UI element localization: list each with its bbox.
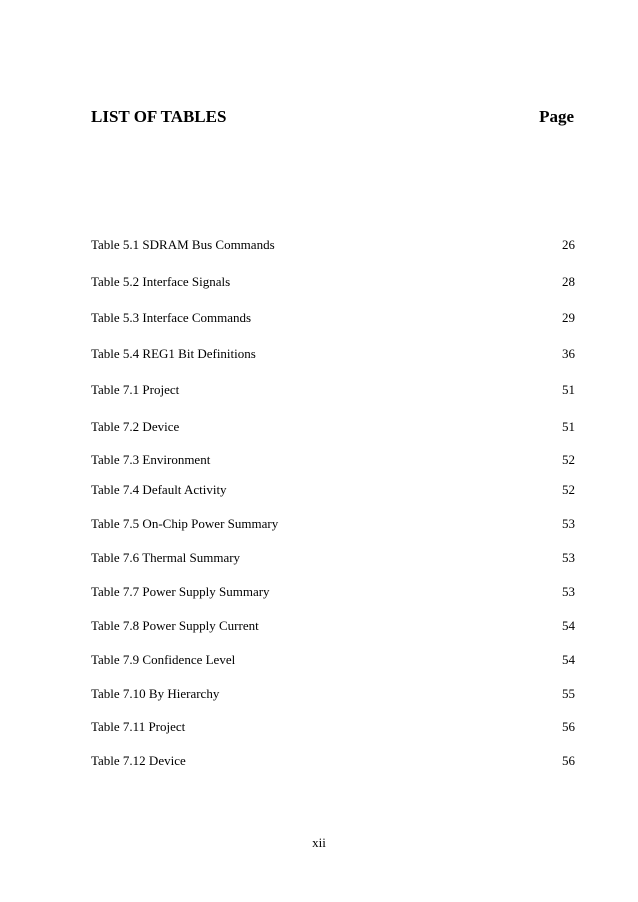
entry-title: Table 7.4 Default Activity xyxy=(91,482,227,497)
entry-title: Table 7.6 Thermal Summary xyxy=(91,550,241,565)
entry-page: 51 xyxy=(562,419,575,434)
entry-title: Table 7.2 Device xyxy=(91,419,180,434)
entry-title: Table 7.7 Power Supply Summary xyxy=(91,584,270,599)
list-entry xyxy=(91,418,575,436)
entry-title: Table 7.11 Project xyxy=(91,719,186,734)
entry-title: Table 7.9 Confidence Level xyxy=(91,652,236,667)
list-entry xyxy=(91,481,575,499)
page-column-label: Page xyxy=(539,107,574,126)
entry-title: Table 5.4 REG1 Bit Definitions xyxy=(91,346,256,361)
entry-title: Table 7.8 Power Supply Current xyxy=(91,618,259,633)
entry-page: 29 xyxy=(562,310,575,325)
entry-page: 56 xyxy=(562,753,575,768)
list-entry xyxy=(91,617,575,635)
list-entry xyxy=(91,309,575,327)
entry-page: 52 xyxy=(562,452,575,467)
entry-page: 53 xyxy=(562,516,575,531)
entry-page: 53 xyxy=(562,584,575,599)
list-entry xyxy=(91,515,575,533)
list-entry xyxy=(91,236,575,254)
entry-title: Table 5.1 SDRAM Bus Commands xyxy=(91,237,275,252)
list-title: LIST OF TABLES xyxy=(91,107,227,126)
entry-title: Table 7.10 By Hierarchy xyxy=(91,686,220,701)
entry-page: 56 xyxy=(562,719,575,734)
list-entry xyxy=(91,685,575,703)
entry-title: Table 7.12 Device xyxy=(91,753,186,768)
entry-page: 52 xyxy=(562,482,575,497)
entry-title: Table 7.1 Project xyxy=(91,382,180,397)
entry-title: Table 5.2 Interface Signals xyxy=(91,274,231,289)
entry-page: 36 xyxy=(562,346,575,361)
entry-page: 54 xyxy=(562,618,575,633)
list-entry xyxy=(91,549,575,567)
list-entry xyxy=(91,381,575,399)
list-entry xyxy=(91,718,575,736)
entry-page: 54 xyxy=(562,652,575,667)
entry-page: 51 xyxy=(562,382,575,397)
list-entry xyxy=(91,583,575,601)
entry-page: 55 xyxy=(562,686,575,701)
entry-page: 26 xyxy=(562,237,575,252)
entry-title: Table 7.5 On-Chip Power Summary xyxy=(91,516,279,531)
list-entry xyxy=(91,752,575,770)
entry-page: 53 xyxy=(562,550,575,565)
list-entry xyxy=(91,345,575,363)
entry-title: Table 5.3 Interface Commands xyxy=(91,310,252,325)
entry-title: Table 7.3 Environment xyxy=(91,452,211,467)
list-entry xyxy=(91,651,575,669)
list-entry xyxy=(91,273,575,291)
list-entry xyxy=(91,451,575,469)
page-number: xii xyxy=(312,835,326,850)
entry-page: 28 xyxy=(562,274,575,289)
